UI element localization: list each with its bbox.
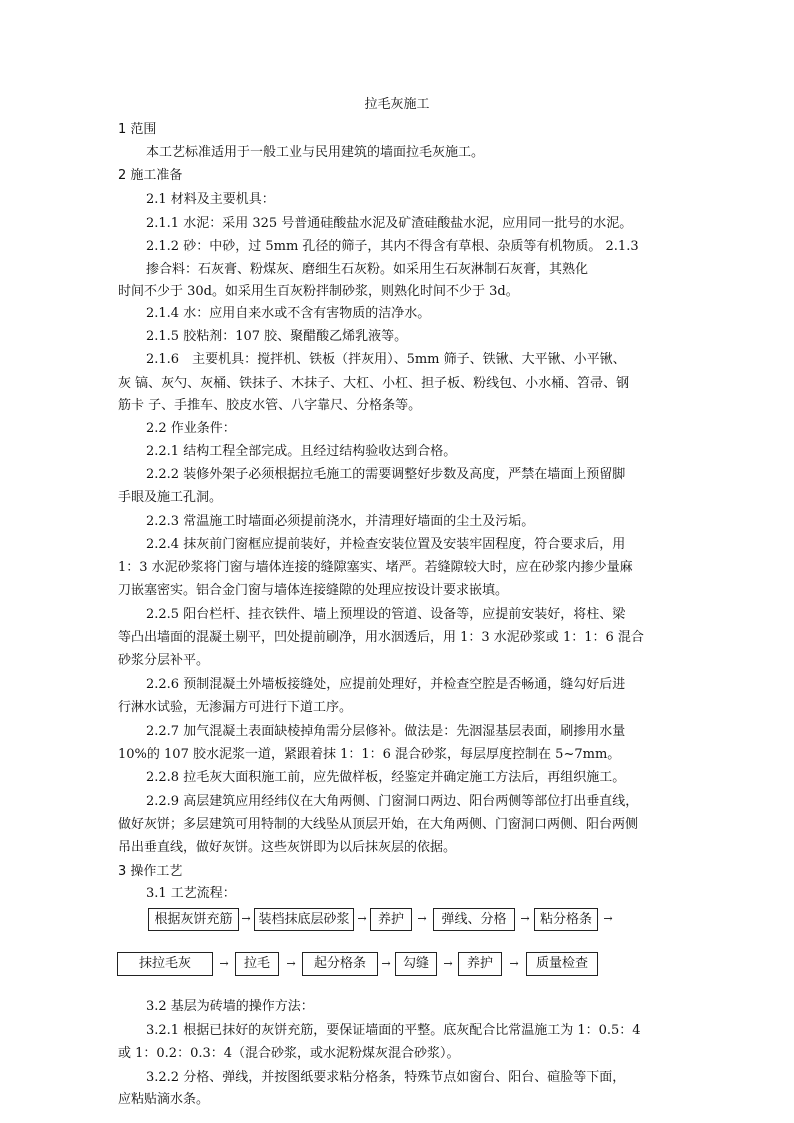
paragraph-line: 3.2 基层为砖墙的操作方法： (146, 999, 314, 1014)
section-heading: 3 操作工艺 (118, 864, 183, 879)
paragraph-line: 2.2.1 结构工程全部完成。且经过结构验收达到合格。 (146, 444, 457, 459)
flow-step: 粘分格条 (534, 908, 598, 931)
paragraph-line: 2.2.4 抹灰前门窗框应提前装好，并检查安装位置及安装牢固程度，符合要求后，用 (146, 537, 626, 552)
paragraph-line: 2.1.4 水：应用自来水或不含有害物质的洁净水。 (146, 306, 431, 321)
arrow-right-icon: → (286, 957, 296, 970)
paragraph-line: 2.1.1 水泥：采用 325 号普通硅酸盐水泥及矿渣硅酸盐水泥，应用同一批号的水泥。 (146, 216, 633, 231)
paragraph-line: 或 1：0.2：0.3：4（混合砂浆，或水泥粉煤灰混合砂浆）。 (118, 1046, 460, 1061)
flow-step: 勾缝 (395, 952, 437, 976)
document-title: 拉毛灰施工 (364, 97, 430, 112)
arrow-right-icon: → (603, 912, 613, 925)
section-heading: 2 施工准备 (118, 168, 183, 183)
paragraph-line: 2.1 材料及主要机具： (146, 192, 275, 207)
paragraph-line: 2.2 作业条件： (146, 421, 236, 436)
flow-step: 弹线、分格 (433, 908, 515, 931)
paragraph-line: 2.1.6 主要机具：搅拌机、铁板（拌灰用）、5mm 筛子、铁锹、大平锹、小平锹、 (146, 352, 626, 367)
flow-step: 拉毛 (235, 952, 279, 976)
paragraph-line: 2.1.5 胶粘剂：107 胶、聚醋酸乙烯乳液等。 (146, 329, 408, 344)
arrow-right-icon: → (417, 912, 427, 925)
paragraph-line: 掺合料：石灰膏、粉煤灰、磨细生石灰粉。如采用生石灰淋制石灰膏，其熟化 (146, 262, 589, 277)
paragraph-line: 等凸出墙面的混凝土剔平，凹处提前刷净，用水洇透后，用 1：3 水泥砂浆或 1：1：6 混合 (118, 630, 644, 645)
arrow-right-icon: → (381, 957, 391, 970)
flow-step: 抹拉毛灰 (117, 952, 213, 976)
paragraph-line: 3.2.2 分格、弹线，并按图纸要求粘分格条，特殊节点如窗台、阳台、碹脸等下面， (146, 1070, 626, 1085)
paragraph-line: 应粘贴滴水条。 (118, 1092, 210, 1107)
paragraph-line: 2.2.5 阳台栏杆、挂衣铁件、墙上预埋设的管道、设备等，应提前安装好，将柱、梁 (146, 607, 626, 622)
arrow-right-icon: → (520, 912, 530, 925)
paragraph-line: 2.2.3 常温施工时墙面必须提前浇水，并清理好墙面的尘土及污垢。 (146, 514, 535, 529)
paragraph-line: 砂浆分层补平。 (118, 653, 210, 668)
arrow-right-icon: → (219, 957, 229, 970)
flow-step: 质量检查 (526, 952, 598, 976)
flow-step: 养护 (370, 908, 412, 931)
section-heading: 1 范围 (118, 122, 157, 137)
paragraph-line: 2.2.6 预制混凝土外墙板接缝处，应提前处理好，并检查空腔是否畅通，缝勾好后进 (146, 677, 626, 692)
flow-step: 根据灰饼充筋 (148, 908, 239, 931)
arrow-right-icon: → (443, 957, 453, 970)
paragraph-line: 筋卡 子、手推车、胶皮水管、八字靠尺、分格条等。 (118, 398, 422, 413)
arrow-right-icon: → (357, 912, 367, 925)
paragraph-line: 行淋水试验，无渗漏方可进行下道工序。 (118, 700, 353, 715)
paragraph-line: 2.2.2 装修外架子必须根据拉毛施工的需要调整好步数及高度，严禁在墙面上预留脚 (146, 467, 626, 482)
paragraph-line: 本工艺标准适用于一般工业与民用建筑的墙面拉毛灰施工。 (146, 145, 485, 160)
flow-step: 起分格条 (302, 952, 378, 976)
paragraph-line: 3.2.1 根据已抹好的灰饼充筋，要保证墙面的平整。底灰配合比常温施工为 1：0.5：4 (146, 1023, 641, 1038)
arrow-right-icon: → (509, 957, 519, 970)
paragraph-line: 1：3 水泥砂浆将门窗与墙体连接的缝隙塞实、堵严。若缝隙较大时，应在砂浆内掺少量麻 (118, 560, 633, 575)
paragraph-line: 2.2.8 拉毛灰大面积施工前，应先做样板，经鉴定并确定施工方法后，再组织施工。 (146, 770, 626, 785)
paragraph-line: 时间不少于 30d。如采用生百灰粉拌制砂浆，则熟化时间不少于 3d。 (118, 284, 519, 299)
paragraph-line: 刀嵌塞密实。铝合金门窗与墙体连接缝隙的处理应按设计要求嵌填。 (118, 583, 509, 598)
flow-step: 装档抹底层砂浆 (254, 908, 354, 931)
paragraph-line: 灰 镐、灰勺、灰桶、铁抹子、木抹子、大杠、小杠、担子板、粉线包、小水桶、笤帚、钢 (118, 376, 630, 391)
paragraph-line: 吊出垂直线，做好灰饼。这些灰饼即为以后抹灰层的依据。 (118, 840, 457, 855)
paragraph-line: 10%的 107 胶水泥浆一道，紧跟着抹 1：1：6 混合砂浆，每层厚度控制在 5~7mm。 (118, 747, 621, 762)
paragraph-line: 2.1.2 砂：中砂，过 5mm 孔径的筛子，其内不得含有草根、杂质等有机物质。 2.1.3 (146, 239, 639, 254)
paragraph-line: 做好灰饼；多层建筑可用特制的大线坠从顶层开始，在大角两侧、门窗洞口两侧、阳台两侧 (118, 817, 639, 832)
paragraph-line: 2.2.9 高层建筑应用经纬仪在大角两侧、门窗洞口两边、阳台两侧等部位打出垂直线， (146, 794, 639, 809)
paragraph-line: 2.2.7 加气混凝土表面缺棱掉角需分层修补。做法是：先洇湿基层表面，刷掺用水量 (146, 724, 626, 739)
paragraph-line: 手眼及施工孔洞。 (118, 490, 223, 505)
arrow-right-icon: → (241, 912, 251, 925)
flow-step: 养护 (458, 952, 502, 976)
paragraph-line: 3.1 工艺流程： (146, 886, 236, 901)
